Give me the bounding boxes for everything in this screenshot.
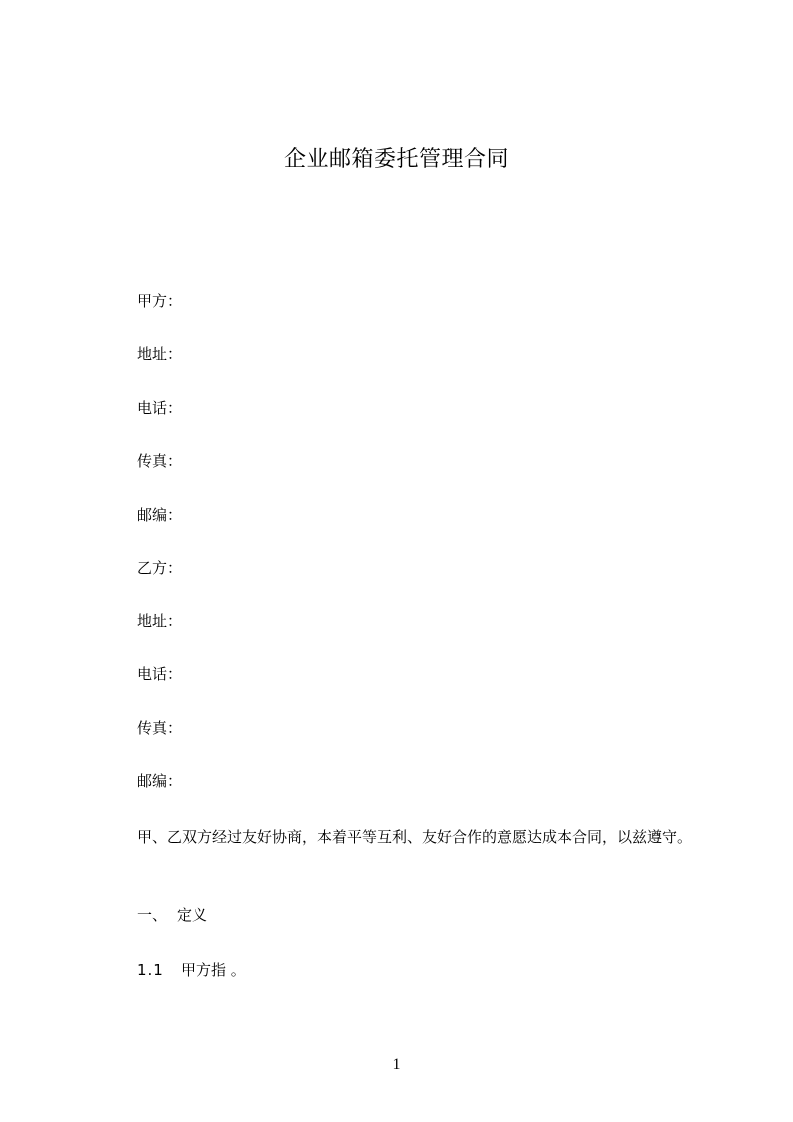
party-a-postcode-label: 邮编： (137, 506, 183, 524)
page-number: 1 (392, 1056, 401, 1073)
party-a-phone-label: 电话： (137, 399, 183, 417)
party-b-phone-label: 电话： (137, 665, 183, 683)
party-a-fax-label: 传真： (137, 452, 183, 470)
section-title: 定义 (177, 906, 208, 924)
party-a-address-label: 地址： (137, 345, 183, 363)
clause-text: 甲方指 。 (181, 961, 246, 979)
section-heading (137, 905, 207, 925)
section-number: 一、 (137, 906, 168, 924)
party-b-postcode-label: 邮编： (137, 772, 183, 790)
party-b-address-label: 地址： (137, 612, 183, 630)
document-title: 企业邮箱委托管理合同 (283, 147, 509, 172)
party-a-name-label: 甲方： (137, 292, 183, 310)
preamble-paragraph: 甲、乙双方经过友好协商，本着平等互利、友好合作的意愿达成本合同，以兹遵守。 (137, 828, 693, 846)
clause-number: 1.1 (137, 961, 164, 979)
party-b-fax-label: 传真： (137, 719, 183, 737)
party-b-name-label: 乙方： (137, 559, 183, 577)
clause-1-1 (137, 960, 246, 980)
